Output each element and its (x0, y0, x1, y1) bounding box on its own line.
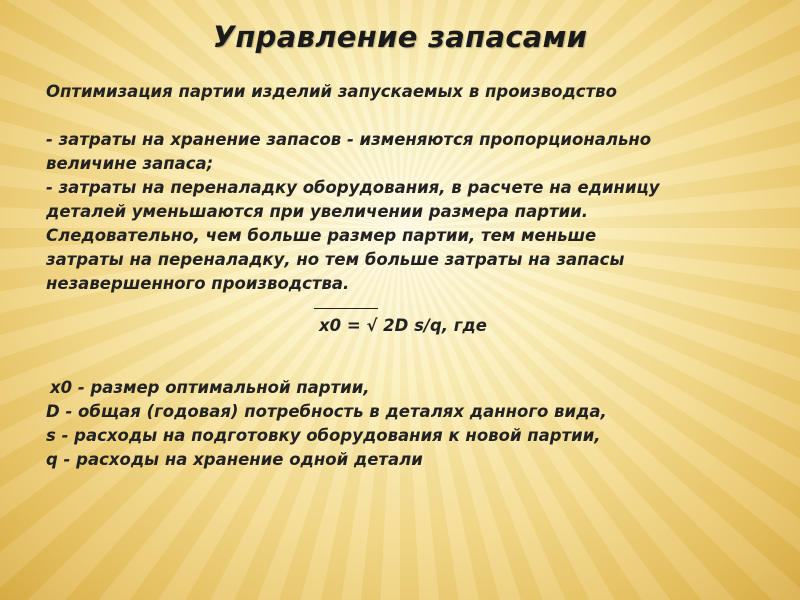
definition-line: q - расходы на хранение одной детали (46, 450, 423, 469)
definition-line: s - расходы на подготовку оборудования к новой партии, (46, 426, 601, 445)
paragraph-line: затраты на переналадку, но тем больше затраты на запасы (46, 250, 625, 269)
spacer (46, 352, 776, 376)
formula-block (46, 296, 776, 352)
paragraph-line: Следовательно, чем больше размер партии, тем меньше (46, 226, 597, 245)
definition-line: D - общая (годовая) потребность в деталях данного вида, (46, 402, 607, 421)
paragraph-line: - затраты на переналадку оборудования, в расчете на единицу (46, 178, 660, 197)
paragraph-line: - затраты на хранение запасов - изменяются пропорционально (46, 130, 652, 149)
radical-overbar (314, 308, 378, 309)
paragraph-line: величине запаса; (46, 154, 214, 173)
definition-line: x0 - размер оптимальной партии, (50, 378, 370, 397)
slide-content (46, 80, 776, 472)
paragraph-line: незавершенного производства. (46, 274, 350, 293)
slide-title: Управление запасами (212, 20, 588, 54)
formula: x0 = √ 2D s/q, где (319, 316, 487, 335)
spacer (46, 104, 776, 128)
subtitle: Оптимизация партии изделий запускаемых в производство (46, 82, 617, 101)
paragraph-line: деталей уменьшаются при увеличении размера партии. (46, 202, 588, 221)
